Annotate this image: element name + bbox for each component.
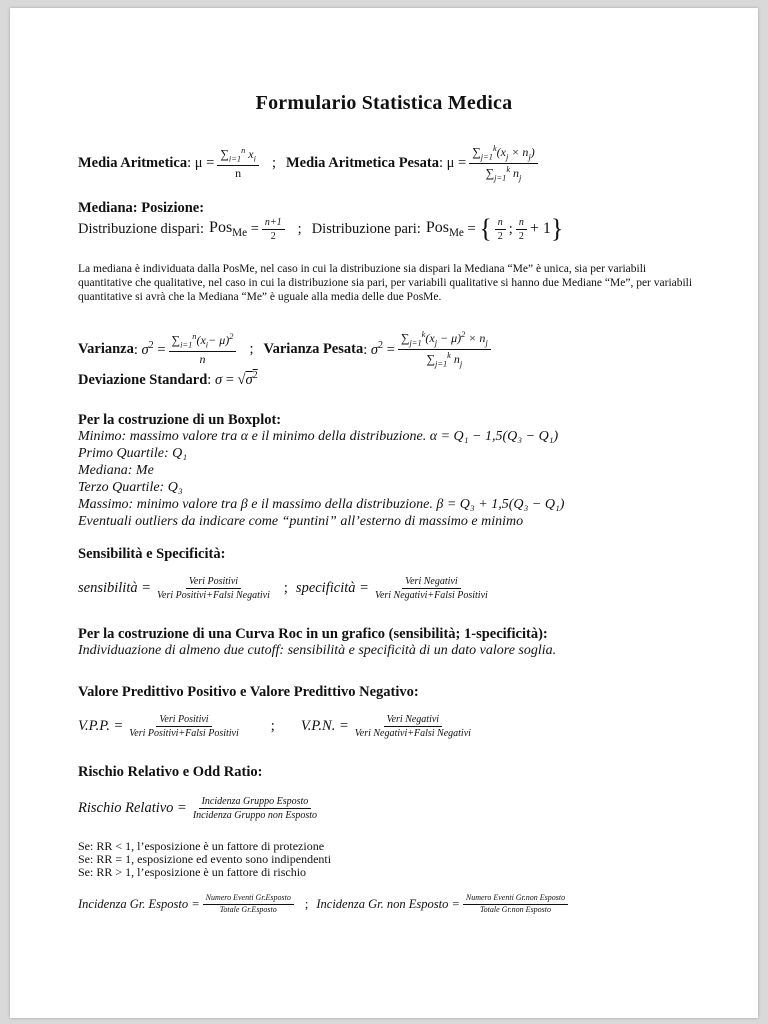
- deviazione-label: Deviazione Standard: [78, 371, 208, 388]
- rr-cond-2: Se: RR = 1, esposizione ed evento sono indipendenti: [78, 852, 332, 866]
- mediana-pari-label: Distribuzione pari:: [311, 220, 421, 237]
- inc-non-formula: $\frac{\text{Numero Eventi Gr.non Esposto}}{\text{Totale Gr.non Esposto}}$: [463, 894, 568, 915]
- media-pesata-formula: $\frac{\sum_{j=1}^k(x_j \times n_j)}{\sum_{j=1}^k n_j}$: [469, 144, 538, 182]
- mediana-row: Distribuzione dispari: Pos$_{Me}$ = $\frac{n+1}{2}$ ; Distribuzione pari: Pos$_{Me}$ = { $\frac{n}{2}$ ; $\frac{n}{2}$ + 1 }: [78, 214, 564, 243]
- mediana-dispari-label: Distribuzione dispari:: [78, 220, 205, 237]
- vp-heading: Valore Predittivo Positivo e Valore Predittivo Negativo:: [78, 684, 419, 700]
- roc-heading: Per la costruzione di una Curva Roc in un grafico (sensibilità; 1-specificità):: [78, 626, 548, 642]
- varianza-formula: $\frac{\sum_{i=1}^n(x_i- \mu)^2}{n}$: [169, 332, 237, 366]
- boxplot-massimo: Massimo: minimo valore tra β e il massimo della distribuzione. β = Q₃ + 1,5(Q₃ − Q₁): [78, 497, 565, 512]
- page-title: Formulario Statistica Medica: [255, 92, 513, 114]
- inc-esp-formula: $\frac{\text{Numero Eventi Gr.Esposto}}{\text{Totale Gr.Esposto}}$: [203, 894, 294, 915]
- boxplot-terzo: Terzo Quartile: Q₃: [78, 480, 183, 495]
- vp-row: V.P.P. = $\frac{\text{Veri Positivi}}{\text{Veri Positivi+Falsi Positivi}}$ ; V.P.N. = $\frac{\text{Veri Negativi}}{\text{Veri Negativi+Falsi Negativi}}$: [78, 714, 477, 739]
- rr-formula: $\frac{\text{Incidenza Gruppo Esposto}}{\text{Incidenza Gruppo non Esposto}}$: [192, 796, 318, 821]
- rr-cond-3: Se: RR > 1, l’esposizione è un fattore di rischio: [78, 865, 307, 879]
- incidenza-row: Incidenza Gr. Esposto = $\frac{\text{Numero Eventi Gr.Esposto}}{\text{Totale Gr.Esposto}}$ ; Incidenza Gr. non Esposto = $\frac{\text{Numero Eventi Gr.non Esposto}}{\text{Totale Gr.non Esposto}}$: [78, 894, 571, 915]
- sens-spec-heading: Sensibilità e Specificità:: [78, 546, 226, 562]
- rr-heading: Rischio Relativo e Odd Ratio:: [78, 764, 263, 780]
- boxplot-heading: Per la costruzione di un Boxplot:: [78, 412, 282, 428]
- mediana-heading: Mediana: Posizione:: [78, 200, 205, 216]
- rr-label: Rischio Relativo =: [78, 800, 187, 816]
- boxplot-outliers: Eventuali outliers da indicare come “puntini” all’esterno di massimo e minimo: [78, 514, 524, 529]
- rr-cond-1: Se: RR < 1, l’esposizione è un fattore di protezione: [78, 839, 325, 853]
- inc-non-label: Incidenza Gr. non Esposto =: [316, 896, 460, 911]
- media-label: Media Aritmetica: [78, 154, 188, 171]
- varianza-label: Varianza: [78, 340, 134, 357]
- deviazione-row: Deviazione Standard: $\sigma = √\sigma^2$: [78, 370, 258, 388]
- vpp-formula: $\frac{\text{Veri Positivi}}{\text{Veri Positivi+Falsi Positivi}}$: [129, 714, 239, 739]
- media-row: Media Aritmetica : μ = $\frac{\sum_{i=1}^n x_i}{n}$ ; Media Aritmetica Pesata : μ = $\frac{\sum_{j=1}^k(x_j \times n_j)}{\sum_{j=1}^k n_j}$: [78, 144, 541, 182]
- rr-row: [78, 796, 323, 821]
- vpp-label: V.P.P. =: [78, 718, 124, 734]
- varianza-pesata-formula: $\frac{\sum_{j=1}^k(x_j - \mu)^2 \times n_j}{\sum_{j=1}^k n_j}$: [398, 330, 491, 368]
- spec-formula: $\frac{\text{Veri Negativi}}{\text{Veri Negativi+Falsi Positivi}}$: [374, 576, 488, 601]
- mediana-note: La mediana è individuata dalla PosMe, nel caso in cui la distribuzione sia dispari la Mediana “Me” è unica, sia per variabili quantitative che qualitative, nel caso in cui la distribuzione sia pari, per variabili qualitative si hanno due Mediane “Me”, per variabili quantitative si avrà che la Mediana “Me” è uguale alla media delle due PosMe.: [78, 263, 693, 303]
- sens-label: sensibilità =: [78, 580, 152, 596]
- inc-esp-label: Incidenza Gr. Esposto =: [78, 896, 200, 911]
- spec-label: specificità =: [295, 580, 369, 596]
- mediana-dispari-formula: $\frac{n+1}{2}$: [262, 217, 285, 242]
- varianza-pesata-label: Varianza Pesata: [263, 340, 364, 357]
- media-formula: $\frac{\sum_{i=1}^n x_i}{n}$: [217, 146, 259, 180]
- boxplot-mediana: Mediana: Me: [78, 463, 154, 478]
- vpn-label: V.P.N. =: [300, 718, 349, 734]
- sens-formula: $\frac{\text{Veri Positivi}}{\text{Veri Positivi+Falsi Negativi}}$: [157, 576, 270, 601]
- document-page: [10, 8, 758, 1018]
- roc-text: Individuazione di almeno due cutoff: sensibilità e specificità di un dato valore soglia.: [78, 643, 557, 658]
- sens-spec-row: sensibilità = $\frac{\text{Veri Positivi}}{\text{Veri Positivi+Falsi Negativi}}$ ; specificità = $\frac{\text{Veri Negativi}}{\text{Veri Negativi+Falsi Positivi}}$: [78, 576, 494, 601]
- varianza-row: Varianza : $\sigma^2$ = $\frac{\sum_{i=1}^n(x_i- \mu)^2}{n}$ ; Varianza Pesata : $\sigma^2$ = $\frac{\sum_{j=1}^k(x_j - \mu)^2 \times n_j}{\sum_{j=1}^k n_j}$: [78, 330, 494, 368]
- boxplot-minimo: Minimo: massimo valore tra α e il minimo della distribuzione. α = Q₁ − 1,5(Q₃ − Q₁): [78, 429, 559, 444]
- boxplot-primo: Primo Quartile: Q₁: [78, 446, 188, 461]
- vpn-formula: $\frac{\text{Veri Negativi}}{\text{Veri Negativi+Falsi Negativi}}$: [354, 714, 471, 739]
- media-pesata-label: Media Aritmetica Pesata: [285, 154, 439, 171]
